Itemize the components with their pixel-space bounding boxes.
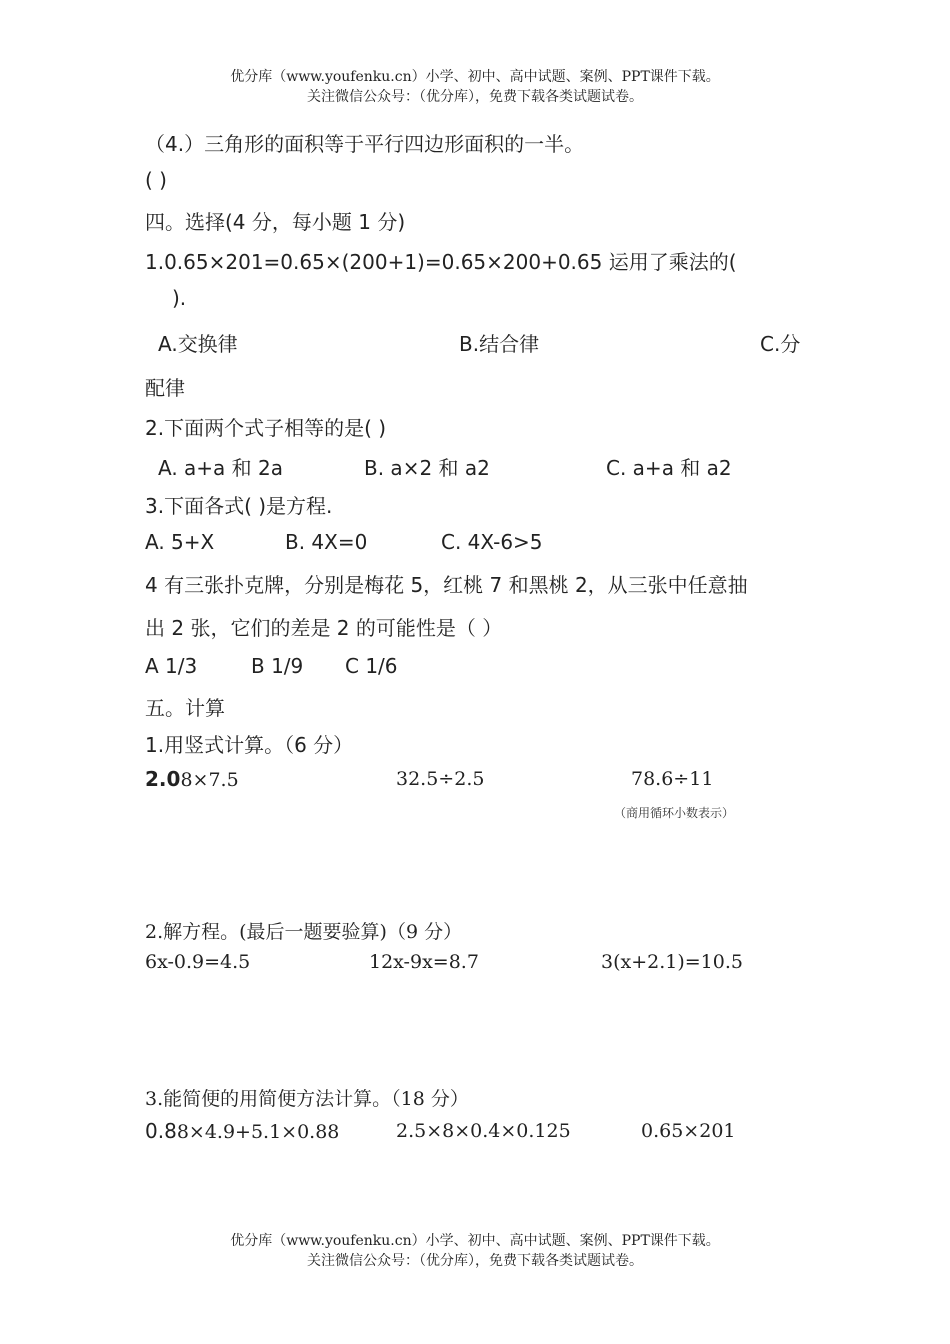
choice-q1-option-c-continued: 配律 <box>145 376 185 400</box>
choice-q4-stem-line1: 4 有三张扑克牌，分别是梅花 5，红桃 7 和黑桃 2，从三张中任意抽 <box>145 573 748 597</box>
calc-part1-expr-1-lead: 2.0 <box>145 767 181 791</box>
judge-item-4-answer-paren: ( ) <box>145 168 167 192</box>
calc-part1-note: （商用循环小数表示） <box>614 806 735 820</box>
choice-q1-option-c: C.分 <box>760 332 801 356</box>
choice-q1-option-a: A.交换律 <box>158 332 238 356</box>
choice-q4-option-a: A 1/3 <box>145 654 198 678</box>
choice-q3-option-c: C. 4X-6>5 <box>441 530 543 554</box>
page-footer-line2: 关注微信公众号：（优分库），免费下载各类试题试卷。 <box>307 1253 643 1269</box>
choice-q3-stem: 3.下面各式( )是方程. <box>145 494 333 518</box>
calc-part1-expr-3: 78.6÷11 <box>631 768 714 790</box>
choice-q3-option-a: A. 5+X <box>145 530 215 554</box>
page-footer-line1: 优分库（www.youfenku.cn）小学、初中、高中试题、案例、PPT课件下载。 <box>230 1233 720 1249</box>
calc-part2-title: 2.解方程。(最后一题要验算)（9 分） <box>145 921 463 943</box>
calc-part1-expr-1-rest: 8×7.5 <box>180 769 239 791</box>
choice-q4-option-b: B 1/9 <box>251 654 304 678</box>
calc-part3-expr-1-rest: 8×4.9+5.1×0.88 <box>176 1121 340 1143</box>
choice-q2-stem: 2.下面两个式子相等的是( ) <box>145 416 387 440</box>
calc-section-heading: 五。计算 <box>145 696 225 720</box>
choice-q2-option-b: B. a×2 和 a2 <box>364 456 490 480</box>
judge-item-4: （4.）三角形的面积等于平行四边形面积的一半。 <box>145 132 585 156</box>
choice-q4-option-c: C 1/6 <box>345 654 398 678</box>
calc-part2-eq-1: 6x-0.9=4.5 <box>145 951 251 973</box>
calc-part2-eq-3: 3(x+2.1)=10.5 <box>601 951 743 973</box>
calc-part1-expr-1 <box>145 767 239 791</box>
choice-q1-stem-end: ). <box>172 286 187 310</box>
calc-part3-expr-2: 2.5×8×0.4×0.125 <box>396 1120 571 1142</box>
choice-q4-stem-line2: 出 2 张，它们的差是 2 的可能性是（ ） <box>145 616 503 640</box>
calc-part3-expr-1-lead: 0.8 <box>145 1119 177 1143</box>
choice-q1-stem: 1.0.65×201=0.65×(200+1)=0.65×200+0.65 运用了乘法的( <box>145 250 737 274</box>
choice-q2-option-c: C. a+a 和 a2 <box>606 456 732 480</box>
calc-part1-title: 1.用竖式计算。（6 分） <box>145 733 354 757</box>
calc-part3-title: 3.能简便的用简便方法计算。（18 分） <box>145 1088 469 1110</box>
choice-q3-option-b: B. 4X=0 <box>285 530 368 554</box>
page-header-line2: 关注微信公众号：（优分库），免费下载各类试题试卷。 <box>307 89 643 105</box>
choice-q1-option-b: B.结合律 <box>459 332 540 356</box>
calc-part2-eq-2: 12x-9x=8.7 <box>369 951 479 973</box>
page-header-line1: 优分库（www.youfenku.cn）小学、初中、高中试题、案例、PPT课件下载。 <box>230 69 720 85</box>
choice-section-heading: 四。选择(4 分，每小题 1 分) <box>145 210 406 234</box>
calc-part3-expr-3: 0.65×201 <box>641 1120 736 1142</box>
choice-q2-option-a: A. a+a 和 2a <box>158 456 284 480</box>
calc-part1-expr-2: 32.5÷2.5 <box>396 768 485 790</box>
calc-part3-expr-1 <box>145 1119 339 1143</box>
